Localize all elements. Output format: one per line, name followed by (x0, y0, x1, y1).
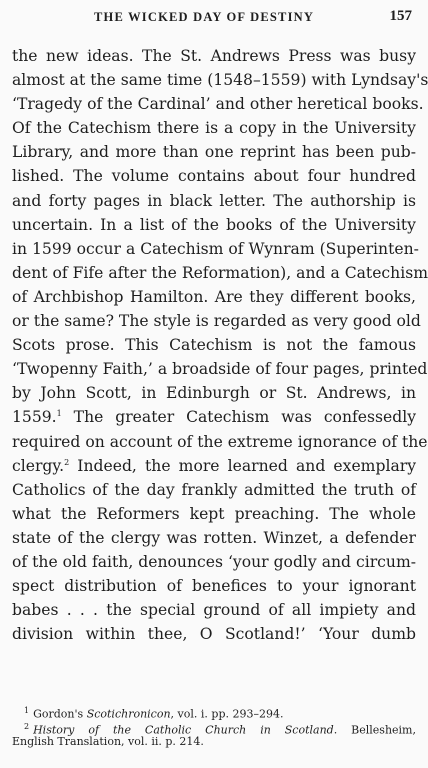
text-line: Library, and more than one reprint has been pub- (12, 143, 416, 162)
text-line: state of the clergy was rotten. Winzet, a defender (12, 528, 416, 547)
text-line: division within thee, O Scotland!’ ‘Your dumb (12, 625, 416, 644)
text-line-with-note (12, 454, 416, 478)
text-line: Of the Catechism there is a copy in the University (12, 119, 416, 138)
text-line: the new ideas. The St. Andrews Press was busy (12, 47, 416, 65)
body-text (12, 44, 428, 646)
text-line-with-note (12, 405, 416, 429)
text-line: or the same? The style is regarded as very good old (12, 312, 421, 331)
footnote-2 (12, 719, 416, 735)
footnote-text: . Bellesheim, (333, 723, 416, 737)
text-line: of the old faith, denounces ‘your godly and circum- (12, 552, 416, 571)
footnote-text: Gordon's (33, 707, 87, 721)
text-segment: The greater Catechism was confessedly (61, 408, 416, 427)
footnote-mark: 1 (24, 706, 30, 715)
footnote-title: Scotichronicon (86, 707, 171, 721)
text-line: ‘Twopenny Faith,’ a broadside of four pages, printed (12, 360, 428, 379)
text-line: of Archbishop Hamilton. Are they different books, (12, 287, 416, 306)
footnote-title: History of the Catholic Church in Scotland (33, 723, 334, 737)
note-reference: 1 (56, 409, 62, 419)
text-line: Scots prose. This Catechism is not the famous (12, 336, 416, 355)
text-line: almost at the same time (1548–1559) with Lyndsay's (12, 71, 428, 90)
text-line: ‘Tragedy of the Cardinal’ and other heretical books. (12, 95, 424, 114)
running-head: THE WICKED DAY OF DESTINY (94, 10, 315, 24)
text-segment: 1559. (12, 408, 57, 427)
text-line: and forty pages in black letter. The authorship is (12, 191, 416, 210)
book-page (12, 0, 428, 768)
footnote-2-continued: English Translation, vol. ii. p. 214. (12, 735, 204, 748)
text-line: Catholics of the day frankly admitted the truth of (12, 480, 416, 499)
text-line: what the Reformers kept preaching. The whole (12, 504, 416, 523)
text-line: babes . . . the special ground of all impiety and (12, 601, 416, 620)
page-number: 157 (389, 8, 412, 24)
text-line: required on account of the extreme ignorance of the (12, 432, 428, 451)
text-segment: clergy. (12, 456, 65, 475)
text-line: uncertain. In a list of the books of the University (12, 215, 416, 234)
text-line: by John Scott, in Edinburgh or St. Andrews, in (12, 384, 416, 403)
text-line: in 1599 occur a Catechism of Wynram (Superinten- (12, 239, 419, 258)
text-line: spect distribution of benefices to your ignorant (12, 577, 416, 596)
footnotes (12, 703, 416, 750)
text-line: lished. The volume contains about four hundred (12, 167, 416, 186)
footnote-1 (12, 703, 416, 719)
note-reference: 2 (64, 457, 70, 467)
text-segment: Indeed, the more learned and exemplary (69, 456, 416, 475)
page-header (12, 8, 416, 28)
footnote-mark: 2 (24, 721, 30, 731)
footnote-text: , vol. i. pp. 293–294. (170, 707, 284, 721)
text-line: dent of Fife after the Reformation), and a Catechism (12, 263, 428, 282)
